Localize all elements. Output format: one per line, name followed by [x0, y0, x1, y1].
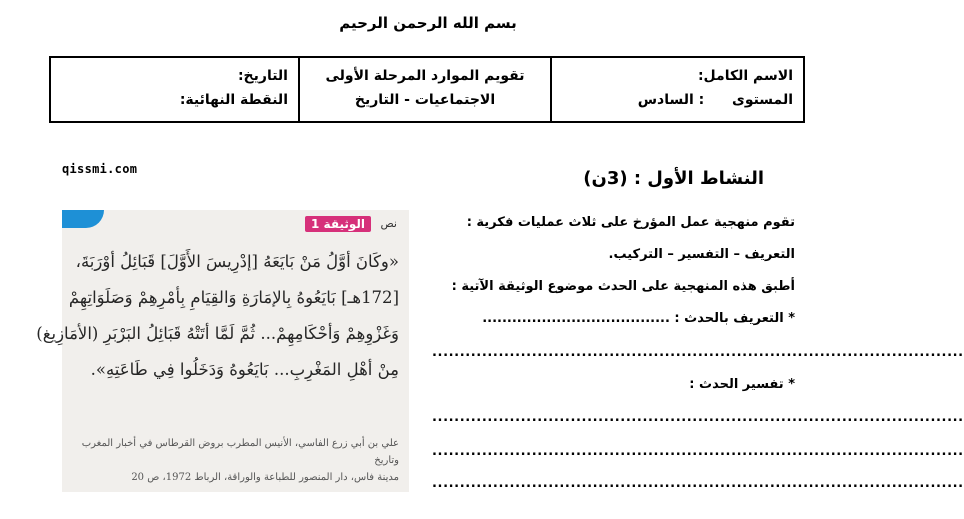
level-value: : السادس: [637, 92, 705, 108]
source-line1: علي بن أبي زرع الفاسي، الأنيس المطرب بروض القرطاس في أخبار المغرب وتاريخ: [81, 438, 399, 466]
student-info-cell: [550, 58, 803, 121]
answer-line[interactable]: ................................................................................................: [432, 444, 964, 459]
document-badge: الوثيقة 1: [305, 216, 371, 232]
document-text: [36, 244, 399, 388]
final-grade-label: النقطة النهائية:: [179, 92, 288, 108]
header-table: [49, 56, 805, 123]
date-label: التاريخ:: [237, 68, 288, 84]
question-define-event: * التعريف بالحدث : ......................................: [482, 311, 795, 326]
document-badge-suffix: نص: [380, 217, 397, 230]
answer-line[interactable]: ................................................................................................: [432, 410, 964, 425]
document-corner-decoration: [62, 210, 104, 228]
activity-title: النشاط الأول : (3ن): [583, 168, 764, 189]
document-line: مِنْ أهْلِ المَغْرِبِ... بَايَعُوهُ وَدَخَلُوا فِي طَاعَتِهِ».: [90, 360, 399, 379]
exam-title-cell: [298, 58, 550, 121]
instructions-block: [435, 212, 795, 340]
answer-line[interactable]: ................................................................................................: [432, 476, 964, 491]
question2-block: [435, 374, 795, 406]
document-source: [72, 435, 399, 486]
document-line: [172هـ] بَايَعُوهُ بِالإمَارَةِ وَالقِيَامِ بِأمْرِهِمْ وَصَلَوَاتِهِمْ: [68, 288, 399, 307]
instruction-line3: أطبق هذه المنهجية على الحدث موضوع الوثيقة الآتية :: [451, 279, 795, 294]
instruction-line1: تقوم منهجية عمل المؤرخ على ثلاث عمليات فكرية :: [466, 215, 795, 230]
document-line: وَغَزْوِهِمْ وَأحْكَامِهِمْ... ثُمَّ لَمَّا أتَتْهُ قَبَائِلُ البَرْبَرِ (الأمَازِيغ): [36, 324, 399, 343]
exam-title-line1: تقويم الموارد المرحلة الأولى: [325, 68, 525, 84]
level-row: [562, 88, 793, 112]
level-label: المستوى: [731, 92, 793, 108]
name-label: الاسم الكامل:: [697, 68, 793, 84]
question-explain-event: * تفسير الحدث :: [689, 377, 795, 392]
basmala-heading: بسم الله الرحمن الرحيم: [339, 14, 517, 32]
source-line2: مدينة فاس، دار المنصور للطباعة والوراقة، الرباط 1972، ص 20: [131, 472, 399, 483]
instruction-line2: التعريف – التفسير – التركيب.: [608, 247, 795, 262]
date-grade-cell: [51, 58, 298, 121]
document-line: «وكَانَ أوَّلُ مَنْ بَايَعَهُ [إدْرِيسَ الأَوَّلَ] قَبَائِلُ أوْرَبَةَ،: [75, 252, 399, 271]
historical-document-image: [36, 210, 409, 492]
answer-line[interactable]: ................................................................................................: [432, 345, 964, 360]
exam-title-line2: الاجتماعيات - التاريخ: [354, 92, 496, 108]
site-watermark: qissmi.com: [62, 162, 138, 176]
